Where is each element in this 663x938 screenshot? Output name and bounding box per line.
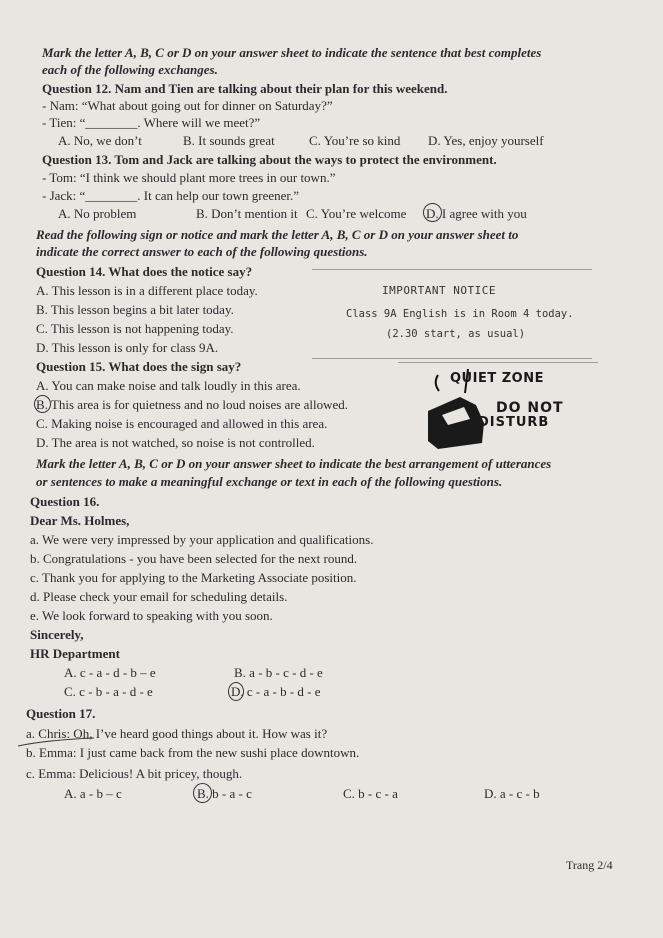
- q17-option-d: D. a - c - b: [484, 786, 540, 801]
- q13-option-a: A. No problem: [58, 206, 137, 221]
- q17-option-c: C. b - c - a: [343, 786, 398, 801]
- q16-item: d. Please check your email for scheduling details.: [30, 589, 288, 604]
- instruction-line: Mark the letter A, B, C or D on your answer sheet to indicate the best arrangement of utterances: [36, 456, 552, 471]
- q17-option-b: B. b - a - c: [197, 786, 252, 801]
- q12-stem: Question 12. Nam and Tien are talking about their plan for this weekend.: [42, 81, 448, 96]
- q16-title: Question 16.: [30, 494, 100, 509]
- q17-option-a: A. a - b – c: [64, 786, 122, 801]
- answer-circle-mark: [193, 783, 212, 803]
- q16-item: c. Thank you for applying to the Marketing Associate position.: [30, 570, 357, 585]
- instruction-line: indicate the correct answer to each of the following questions.: [36, 244, 368, 259]
- q17-item: c. Emma: Delicious! A bit pricey, though.: [26, 766, 243, 781]
- q17-title: Question 17.: [26, 706, 96, 721]
- q15-option-a: A. You can make noise and talk loudly in this area.: [36, 378, 301, 393]
- q16-item: a. We were very impressed by your application and qualifications.: [30, 532, 374, 547]
- answer-circle-mark: [34, 395, 51, 413]
- notice-line: Class 9A English is in Room 4 today.: [346, 308, 574, 320]
- q13-option-c: C. You’re welcome: [306, 206, 407, 221]
- q14-option-b: B. This lesson begins a bit later today.: [36, 302, 234, 317]
- q17-item: a. Chris: Oh, I’ve heard good things about it. How was it?: [26, 726, 328, 741]
- q12-line: - Nam: “What about going out for dinner on Saturday?”: [42, 98, 333, 113]
- q16-option-b: B. a - b - c - d - e: [234, 665, 323, 680]
- q16-closing: Sincerely,: [30, 627, 84, 642]
- q13-line: - Jack: “________. It can help our town greener.”: [42, 188, 300, 203]
- page-number: Trang 2/4: [566, 858, 613, 872]
- q15-stem: Question 15. What does the sign say?: [36, 359, 242, 374]
- sign-do-not-text: DO NOT: [496, 400, 564, 416]
- q15-option-d: D. The area is not watched, so noise is not controlled.: [36, 435, 315, 450]
- answer-circle-mark: [228, 682, 244, 701]
- q13-stem: Question 13. Tom and Jack are talking about the ways to protect the environment.: [42, 152, 497, 167]
- sign-zone-text: QUIET ZONE: [450, 371, 544, 386]
- q14-stem: Question 14. What does the notice say?: [36, 264, 253, 279]
- q14-option-d: D. This lesson is only for class 9A.: [36, 340, 219, 355]
- q12-option-a: A. No, we don’t: [58, 133, 142, 148]
- sign-box: [398, 362, 598, 451]
- q12-option-d: D. Yes, enjoy yourself: [428, 133, 544, 148]
- q13-option-b: B. Don’t mention it: [196, 206, 298, 221]
- q16-item: e. We look forward to speaking with you soon.: [30, 608, 273, 623]
- instruction-line: Read the following sign or notice and mark the letter A, B, C or D on your answer sheet to: [36, 227, 519, 242]
- answer-circle-mark: [423, 203, 442, 222]
- q13-line: - Tom: “I think we should plant more trees in our town.”: [42, 170, 336, 185]
- q17-item: b. Emma: I just came back from the new sushi place downtown.: [26, 745, 360, 760]
- q16-option-a: A. c - a - d - b – e: [64, 665, 156, 680]
- q15-option-c: C. Making noise is encouraged and allowed in this area.: [36, 416, 328, 431]
- q16-greeting: Dear Ms. Holmes,: [30, 513, 130, 528]
- q12-option-c: C. You’re so kind: [309, 133, 401, 148]
- q12-option-b: B. It sounds great: [183, 133, 275, 148]
- q13-option-d: D. I agree with you: [426, 206, 527, 221]
- instruction-line: each of the following exchanges.: [42, 62, 218, 77]
- q15-option-b: B. This area is for quietness and no loud noises are allowed.: [36, 397, 349, 412]
- sign-disturb-text: DISTURB: [478, 415, 550, 430]
- q16-item: b. Congratulations - you have been selected for the next round.: [30, 551, 358, 566]
- q16-sender: HR Department: [30, 646, 120, 661]
- q16-option-d: D. c - a - b - d - e: [231, 684, 321, 699]
- notice-box: [312, 269, 592, 359]
- notice-line: (2.30 start, as usual): [386, 328, 526, 340]
- q12-line: - Tien: “________. Where will we meet?”: [42, 115, 261, 130]
- q14-option-a: A. This lesson is in a different place today.: [36, 283, 258, 298]
- q14-option-c: C. This lesson is not happening today.: [36, 321, 234, 336]
- q16-option-c: C. c - b - a - d - e: [64, 684, 153, 699]
- notice-title: IMPORTANT NOTICE: [382, 284, 496, 297]
- instruction-line: Mark the letter A, B, C or D on your answer sheet to indicate the sentence that best completes: [42, 45, 542, 60]
- instruction-line: or sentences to make a meaningful exchange or text in each of the following questions.: [36, 474, 503, 489]
